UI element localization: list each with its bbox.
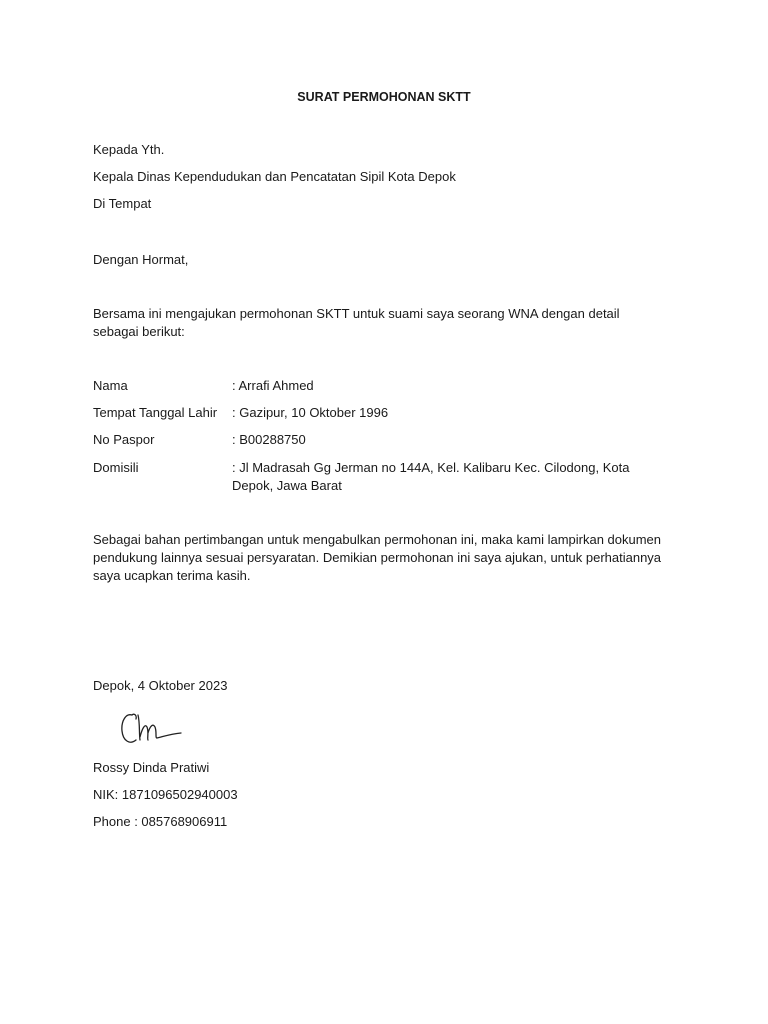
recipient-line-3: Di Tempat xyxy=(93,196,152,211)
detail-value: : Gazipur, 10 Oktober 1996 xyxy=(232,405,389,420)
signer-phone: Phone : 085768906911 xyxy=(93,814,228,829)
detail-label: Nama xyxy=(93,378,128,393)
detail-label: Domisili xyxy=(93,460,139,475)
signer-name: Rossy Dinda Pratiwi xyxy=(93,760,210,775)
recipient-line-1: Kepada Yth. xyxy=(93,142,165,157)
place-date: Depok, 4 Oktober 2023 xyxy=(93,678,228,693)
letter-title: SURAT PERMOHONAN SKTT xyxy=(297,90,471,104)
detail-value: : Jl Madrasah Gg Jerman no 144A, Kel. Kalibaru Kec. Cilodong, Kota Depok, Jawa Barat xyxy=(232,460,630,493)
signature-image xyxy=(118,707,188,749)
detail-label: No Paspor xyxy=(93,432,155,447)
signer-nik: NIK: 1871096502940003 xyxy=(93,787,238,802)
detail-label: Tempat Tanggal Lahir xyxy=(93,405,218,420)
recipient-line-2: Kepala Dinas Kependudukan dan Pencatatan Sipil Kota Depok xyxy=(93,169,456,184)
detail-value: : B00288750 xyxy=(232,432,306,447)
salutation: Dengan Hormat, xyxy=(93,252,189,267)
intro-paragraph: Bersama ini mengajukan permohonan SKTT untuk suami saya seorang WNA dengan detail sebagai berikut: xyxy=(93,306,620,339)
closing-paragraph: Sebagai bahan pertimbangan untuk mengabulkan permohonan ini, maka kami lampirkan dokumen pendukung lainnya sesuai persyaratan. Demikian permohonan ini saya ajukan, untuk perhatiannya saya ucapkan terima kasih. xyxy=(93,532,662,583)
detail-value: : Arrafi Ahmed xyxy=(232,378,314,393)
